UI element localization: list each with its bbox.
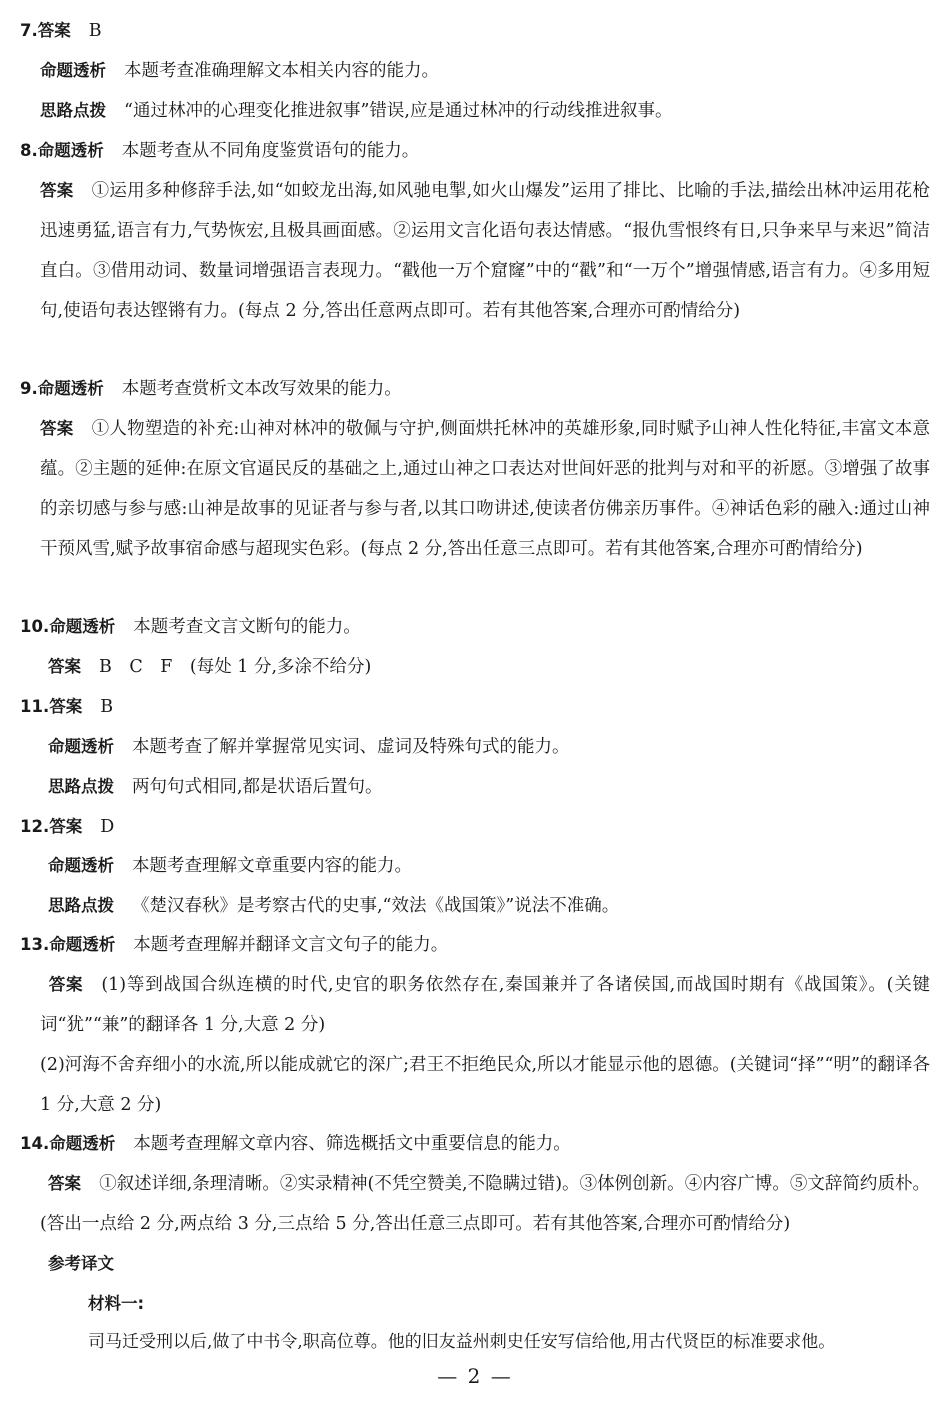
page-number: — 2 —	[437, 1364, 513, 1388]
analysis-text: 本题考查理解并翻译文言文句子的能力。	[133, 935, 449, 955]
q8-answer-paragraph	[40, 171, 930, 331]
question-number: 12.	[20, 817, 50, 836]
analysis-label: 命题透析	[49, 1134, 116, 1153]
q14-answer-paragraph	[40, 1164, 930, 1244]
answer-label: 答案	[37, 21, 71, 40]
question-number: 11.	[20, 697, 50, 716]
hint-label: 思路点拨	[40, 101, 106, 120]
analysis-label: 命题透析	[37, 379, 104, 398]
answer-text: B C F (每处 1 分,多涂不给分)	[99, 657, 372, 677]
analysis-text: 本题考查从不同角度鉴赏语句的能力。	[121, 141, 420, 161]
analysis-label: 命题透析	[49, 617, 116, 636]
question-number: 13.	[20, 935, 50, 954]
analysis-text: 本题考查理解文章重要内容的能力。	[132, 856, 412, 876]
q13-answer-paragraph-2	[40, 1045, 930, 1125]
answer-text-2: (2)河海不舍弃细小的水流,所以能成就它的深广;君王不拒绝民众,所以才能显示他的恩德。(关键词“择”“明”的翻译各 1 分,大意 2 分)	[40, 1055, 930, 1115]
answer-label: 答案	[48, 657, 81, 676]
question-number: 9.	[20, 379, 38, 398]
answer-label: 答案	[48, 975, 84, 994]
q13-answer-paragraph-1	[40, 965, 930, 1045]
answer-text-1: (1)等到战国合纵连横的时代,史官的职务依然存在,秦国兼并了各诸侯国,而战国时期有《战国策》。(关键词“犹”“兼”的翻译各 1 分,大意 2 分)	[40, 975, 930, 1035]
hint-text: 两句句式相同,都是状语后置句。	[132, 777, 383, 797]
analysis-label: 命题透析	[37, 141, 104, 160]
analysis-text: 本题考查理解文章内容、筛选概括文中重要信息的能力。	[133, 1134, 571, 1154]
question-number: 8.	[20, 141, 38, 160]
material-one-text: 司马迁受刑以后,做了中书令,职高位尊。他的旧友益州刺史任安写信给他,用古代贤臣的标准要求他。	[88, 1332, 836, 1352]
answer-label: 答案	[40, 419, 74, 438]
reference-translation-heading: 参考译文	[48, 1254, 114, 1273]
analysis-text: 本题考查准确理解文本相关内容的能力。	[124, 61, 439, 81]
answer-text: B	[88, 21, 102, 41]
analysis-text: 本题考查了解并掌握常见实词、虚词及特殊句式的能力。	[132, 737, 570, 757]
answer-text: ①叙述详细,条理清晰。②实录精神(不凭空赞美,不隐瞒过错)。③体例创新。④内容广博。⑤文辞简约质朴。(答出一点给 2 分,两点给 3 分,三点给 5 分,答出任意三点即可。若有其他答案,合理亦可酌情给分)	[40, 1174, 931, 1234]
analysis-label: 命题透析	[48, 856, 114, 875]
question-number: 10.	[20, 617, 50, 636]
hint-text: 《楚汉春秋》是考察古代的史事,“效法《战国策》”说法不准确。	[132, 896, 620, 916]
question-number: 7.	[20, 21, 38, 40]
answer-label: 答案	[49, 817, 83, 836]
answer-label: 答案	[40, 181, 74, 200]
answer-text: B	[100, 697, 114, 717]
analysis-label: 命题透析	[49, 935, 116, 954]
q9-answer-paragraph	[40, 409, 930, 569]
hint-text: “通过林冲的心理变化推进叙事”错误,应是通过林冲的行动线推进叙事。	[124, 101, 673, 121]
hint-label: 思路点拨	[48, 777, 114, 796]
answer-label: 答案	[48, 1174, 82, 1193]
answer-label: 答案	[49, 697, 83, 716]
answer-text: ①运用多种修辞手法,如“如蛟龙出海,如风驰电掣,如火山爆发”运用了排比、比喻的手法,描绘出林冲运用花枪迅速勇猛,语言有力,气势恢宏,且极具画面感。②运用文言化语句表达情感。“报仇雪恨终有日,只争来早与来迟”简洁直白。③借用动词、数量词增强语言表现力。“戳他一万个窟窿”中的“戳”和“一万个”增强情感,语言有力。④多用短句,使语句表达铿锵有力。(每点 2 分,答出任意两点即可。若有其他答案,合理亦可酌情给分)	[40, 181, 931, 321]
hint-label: 思路点拨	[48, 896, 114, 915]
material-one-heading: 材料一:	[88, 1294, 145, 1313]
analysis-text: 本题考查文言文断句的能力。	[133, 617, 361, 637]
analysis-text: 本题考查赏析文本改写效果的能力。	[121, 379, 402, 399]
answer-text: D	[100, 817, 115, 837]
question-number: 14.	[20, 1134, 50, 1153]
analysis-label: 命题透析	[48, 737, 114, 756]
answer-text: ①人物塑造的补充:山神对林冲的敬佩与守护,侧面烘托林冲的英雄形象,同时赋予山神人性化特征,丰富文本意蕴。②主题的延伸:在原文官逼民反的基础之上,通过山神之口表达对世间奸恶的批判与对和平的祈愿。③增强了故事的亲切感与参与感:山神是故事的见证者与参与者,以其口吻讲述,使读者仿佛亲历事件。④神话色彩的融入:通过山神干预风雪,赋予故事宿命感与超现实色彩。(每点 2 分,答出任意三点即可。若有其他答案,合理亦可酌情给分)	[40, 419, 931, 559]
analysis-label: 命题透析	[40, 61, 106, 80]
